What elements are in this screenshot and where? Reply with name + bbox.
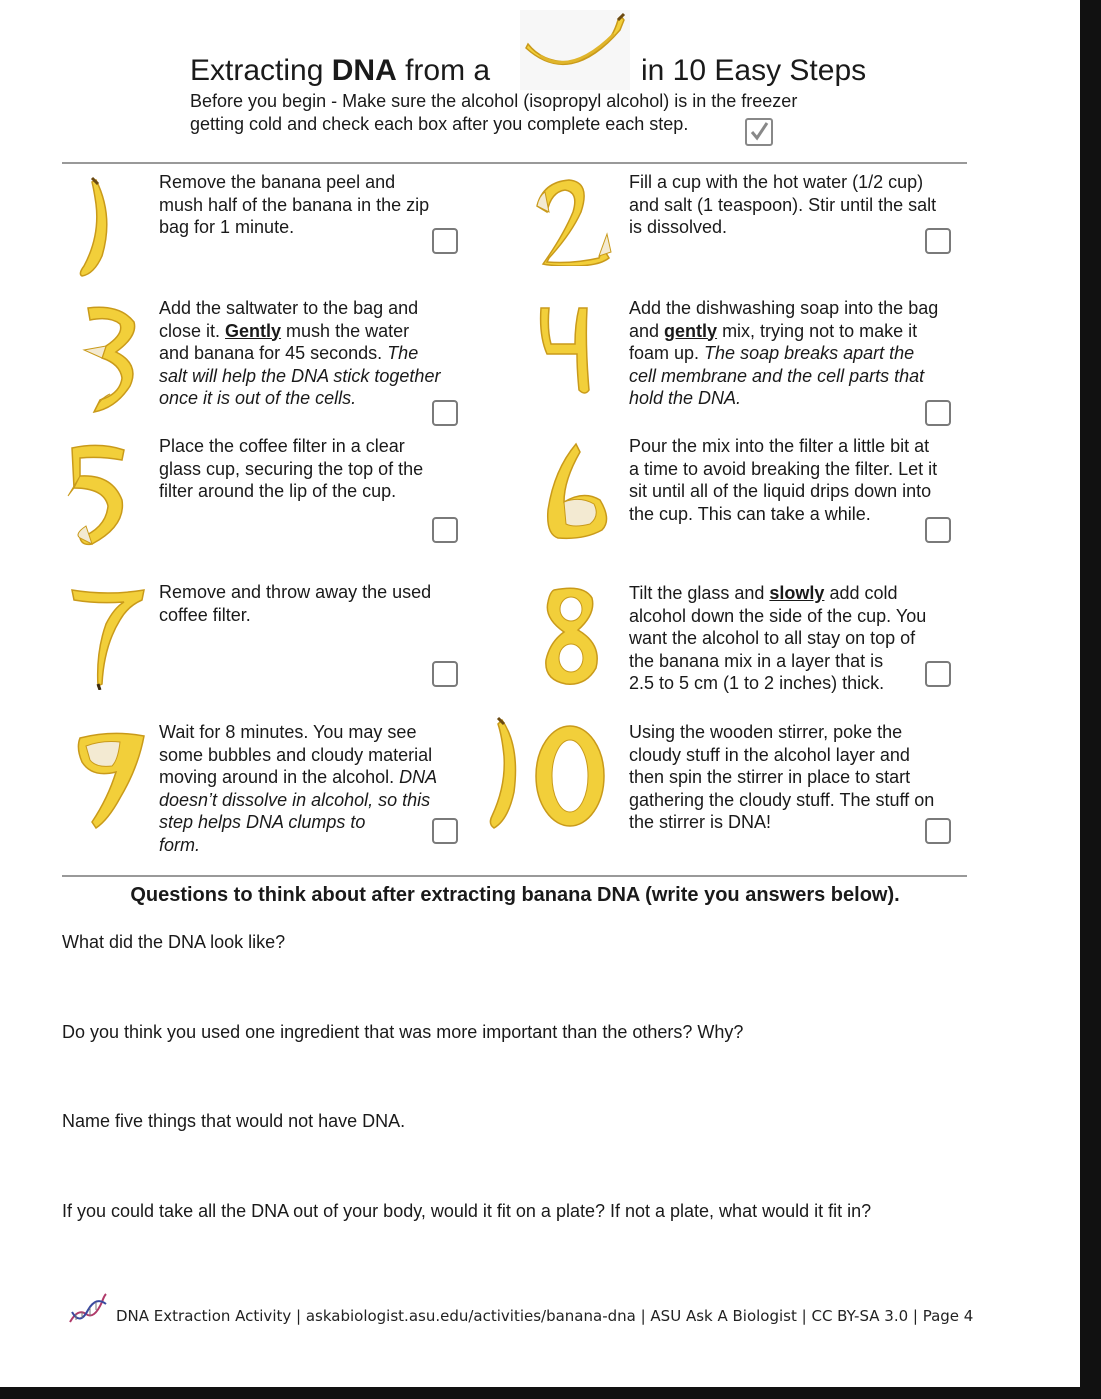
step-10-text: Using the wooden stirrer, poke the cloudy stuff in the alcohol layer and then spin the stirrer in place to start gathering the cloudy stuff. The stuff on the stirrer is DNA! (629, 722, 935, 832)
step-4-text: Add the dishwashing soap into the bag and gently mix, trying not to make it foam up. The soap breaks apart the cell membrane and the cell parts that hold the DNA. (629, 298, 939, 408)
banana-number-8-icon (534, 584, 608, 688)
question-2: Do you think you used one ingredient that was more important than the others? Why? (62, 1022, 744, 1042)
banana-number-2-icon (533, 176, 613, 266)
divider-bottom (62, 875, 967, 877)
intro-line-2: getting cold and check each box after you complete each step. (190, 114, 689, 134)
title-text-start: Extracting DNA from a (190, 54, 491, 87)
step-9-text: Wait for 8 minutes. You may see some bubbles and cloudy material moving around in the alcohol. DNA doesn’t dissolve in alcohol, so this step helps DNA clumps to form. (159, 722, 438, 855)
step-4-checkbox[interactable] (925, 400, 951, 426)
step-7-checkbox[interactable] (432, 661, 458, 687)
questions-heading: Questions to think about after extracting banana DNA (write you answers below). (130, 884, 900, 906)
step-8-checkbox[interactable] (925, 661, 951, 687)
banana-number-4-icon (535, 304, 597, 398)
step-5-checkbox[interactable] (432, 517, 458, 543)
step-8-text: Tilt the glass and slowly add cold alcohol down the side of the cup. You want the alcohol to all stay on top of the banana mix in a layer that is 2.5 to 5 cm (1 to 2 inches) thick. (629, 583, 927, 693)
divider-top (62, 162, 967, 164)
step-6-checkbox[interactable] (925, 517, 951, 543)
step-2-checkbox[interactable] (925, 228, 951, 254)
step-3-checkbox[interactable] (432, 400, 458, 426)
step-7-text: Remove and throw away the used coffee filter. (159, 582, 432, 625)
checkmark-icon (747, 120, 771, 144)
step-9-checkbox[interactable] (432, 818, 458, 844)
screen-edge-right (1080, 0, 1101, 1399)
banana-number-5-icon (66, 440, 130, 548)
header-example-checkbox[interactable] (745, 118, 773, 146)
banana-number-3-icon (80, 302, 142, 414)
banana-number-6-icon (540, 440, 612, 542)
intro-line-1: Before you begin - Make sure the alcohol (isopropyl alcohol) is in the freezer (190, 91, 798, 111)
question-1: What did the DNA look like? (62, 932, 286, 952)
screen-edge-bottom (0, 1387, 1101, 1399)
footer-credits: DNA Extraction Activity | askabiologist.asu.edu/activities/banana-dna | ASU Ask A Biologist | CC BY-SA 3.0 | Page 4 (116, 1307, 974, 1325)
step-5-text: Place the coffee filter in a clear glass cup, securing the top of the filter around the lip of the cup. (159, 436, 424, 501)
step-6-text: Pour the mix into the filter a little bit at a time to avoid breaking the filter. Let it sit until all of the liquid drips down into the cup. This can take a while. (629, 436, 938, 524)
step-10-checkbox[interactable] (925, 818, 951, 844)
banana-number-10-icon (486, 716, 610, 832)
dna-helix-icon (68, 1288, 108, 1328)
banana-number-9-icon (72, 728, 148, 830)
question-4: If you could take all the DNA out of your body, would it fit on a plate? If not a plate, what would it fit in? (62, 1201, 872, 1221)
banana-icon (520, 10, 630, 90)
step-1-text: Remove the banana peel and mush half of the banana in the zip bag for 1 minute. (159, 172, 430, 237)
step-2-text: Fill a cup with the hot water (1/2 cup) and salt (1 teaspoon). Stir until the salt is dissolved. (629, 172, 937, 237)
banana-number-1-icon (74, 176, 124, 280)
step-1-checkbox[interactable] (432, 228, 458, 254)
banana-number-7-icon (68, 586, 148, 690)
question-3: Name five things that would not have DNA. (62, 1111, 406, 1131)
title-text-end: in 10 Easy Steps (641, 54, 867, 87)
step-3-text: Add the saltwater to the bag and close it. Gently mush the water and banana for 45 seconds. The salt will help the DNA stick together once it is out of the cells. (159, 298, 441, 408)
